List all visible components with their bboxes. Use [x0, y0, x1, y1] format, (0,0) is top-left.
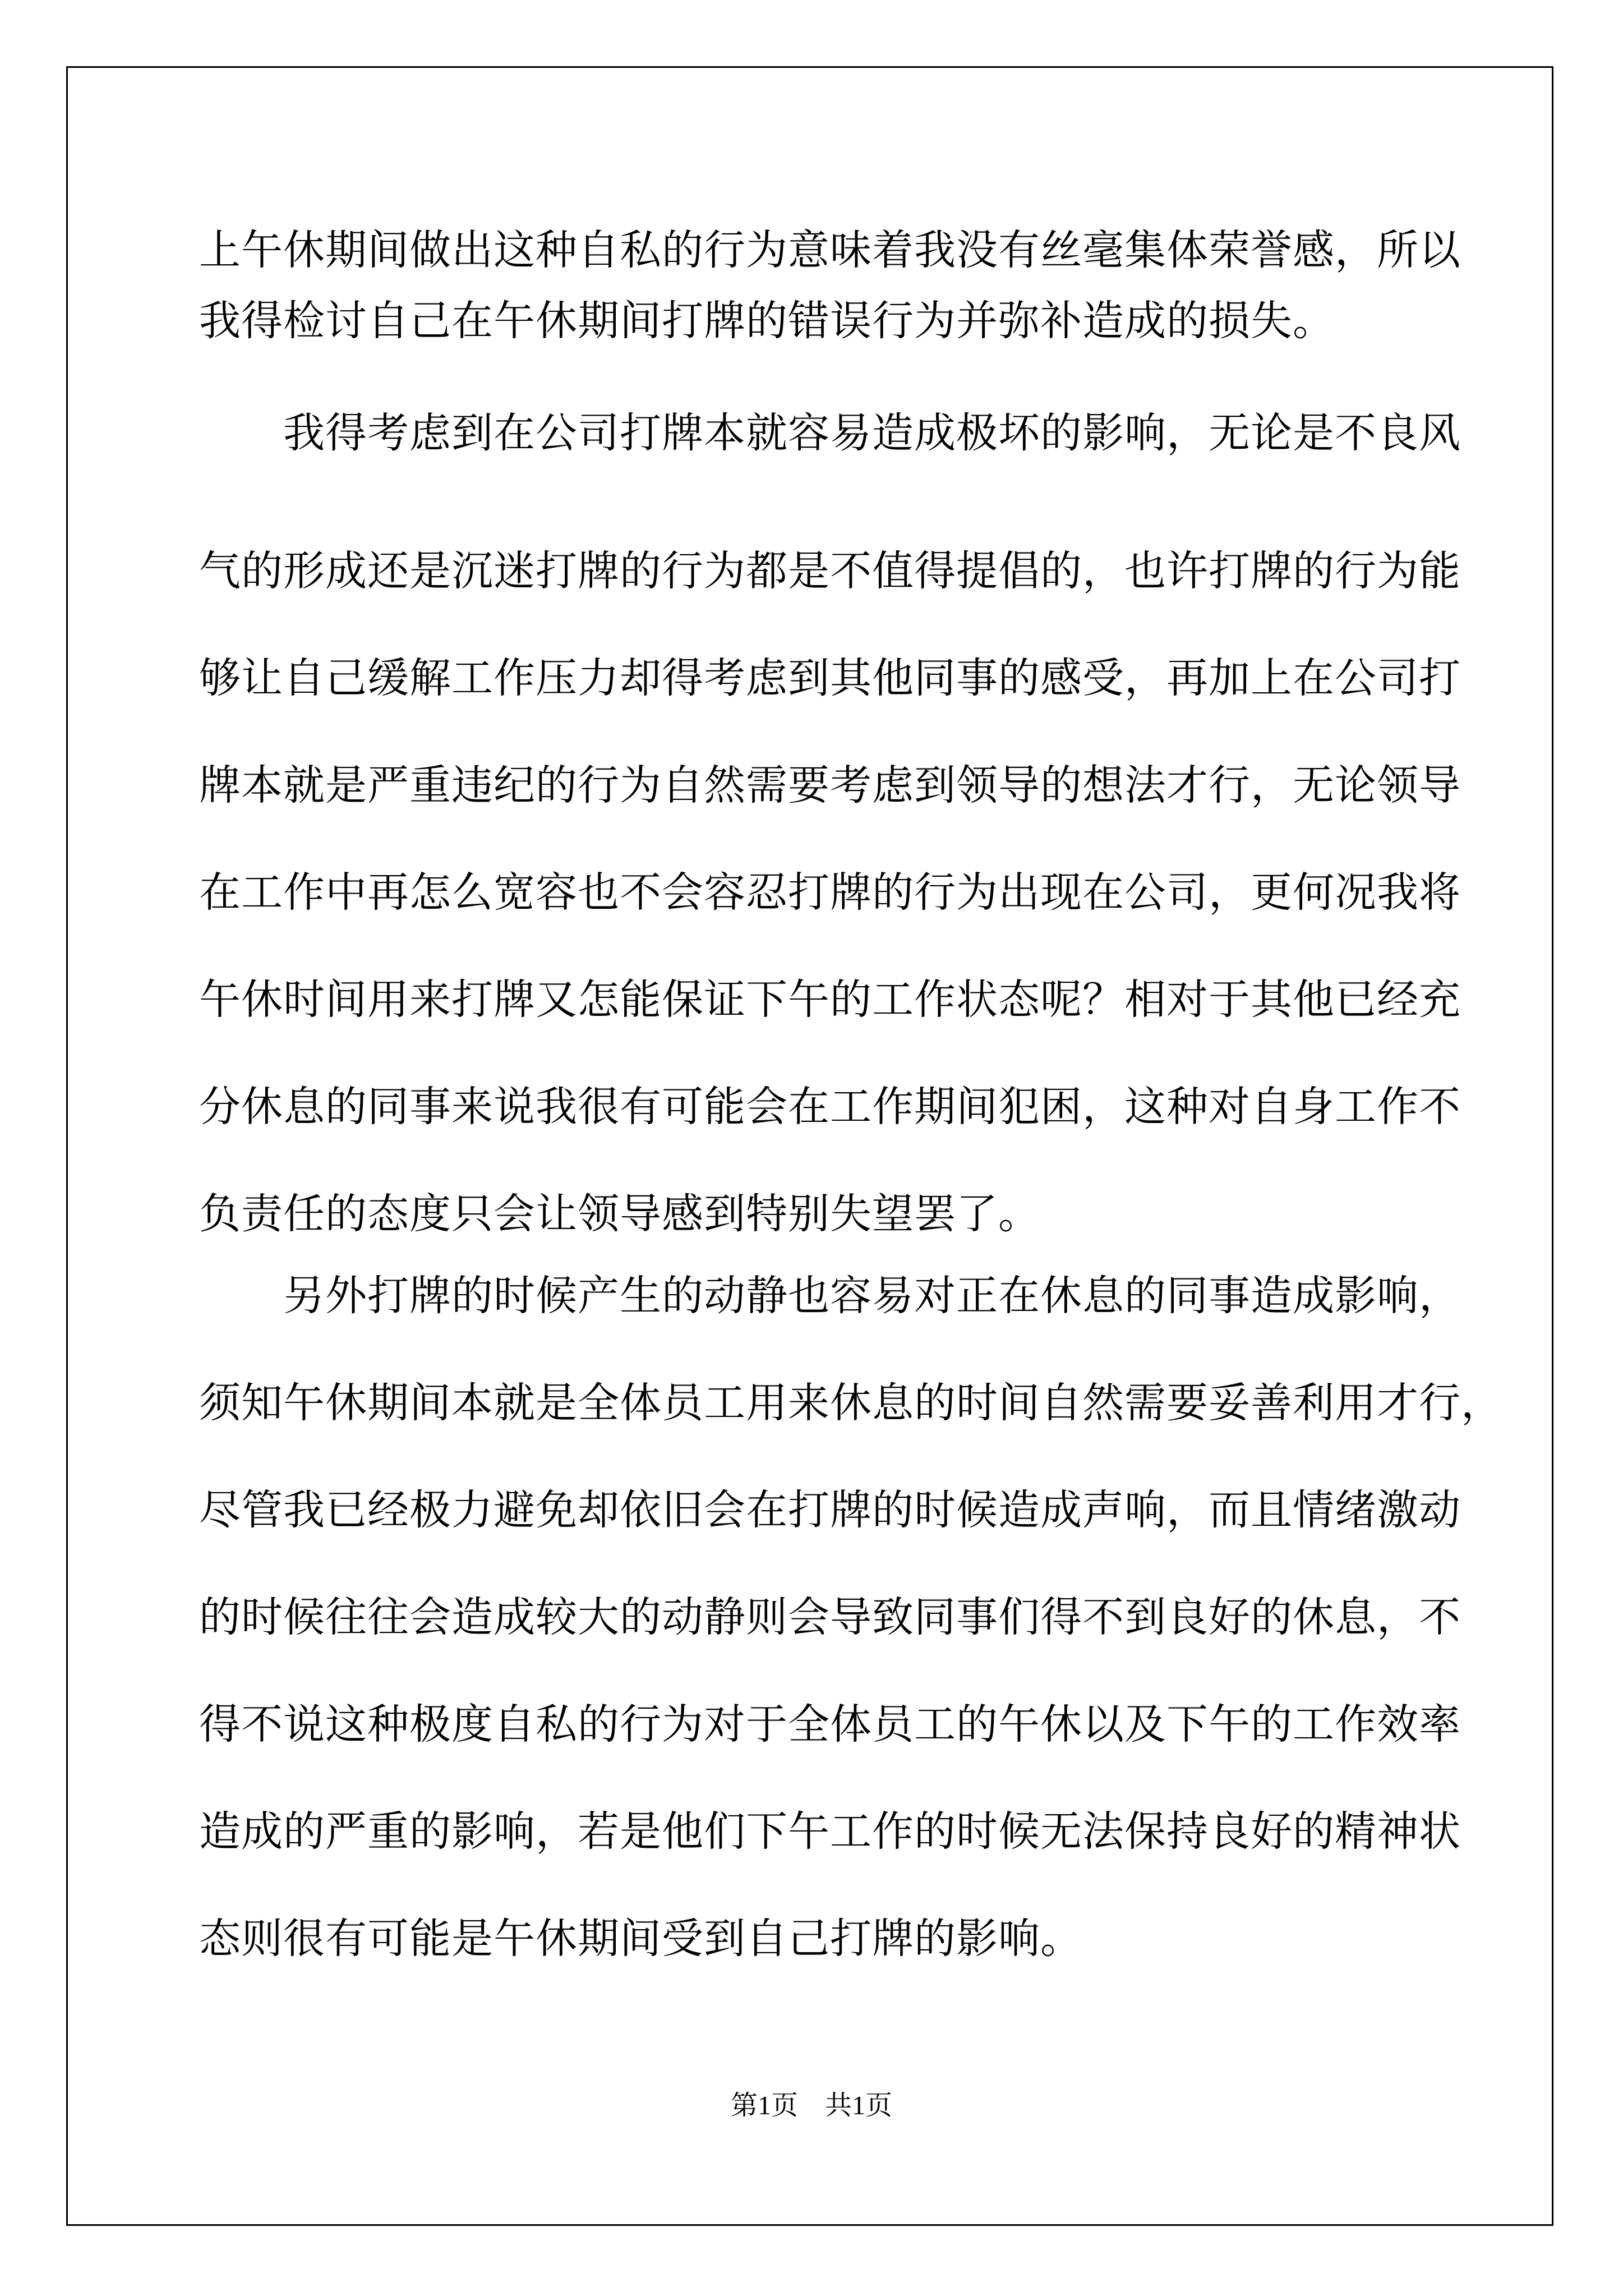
- text-line: 须知午休期间本就是全体员工用来休息的时间自然需要妥善利用才行，: [199, 1379, 1503, 1427]
- text-line: 我得检讨自己在午休期间打牌的错误行为并弥补造成的损失。: [199, 297, 1335, 345]
- text-line: 尽管我已经极力避免却依旧会在打牌的时候造成声响，而且情绪激动: [199, 1486, 1461, 1534]
- text-line: 气的形成还是沉迷打牌的行为都是不值得提倡的，也许打牌的行为能: [199, 547, 1461, 595]
- text-line: 负责任的态度只会让领导感到特别失望罢了。: [199, 1190, 1040, 1238]
- text-line: 的时候往往会造成较大的动静则会导致同事们得不到良好的休息，不: [199, 1593, 1461, 1641]
- text-line: 在工作中再怎么宽容也不会容忍打牌的行为出现在公司，更何况我将: [199, 868, 1461, 917]
- text-line: 我得考虑到在公司打牌本就容易造成极坏的影响，无论是不良风: [199, 409, 1461, 457]
- page-border: [66, 66, 1553, 2226]
- text-line: 分休息的同事来说我很有可能会在工作期间犯困，这种对自身工作不: [199, 1083, 1461, 1131]
- text-line: 上午休期间做出这种自私的行为意味着我没有丝毫集体荣誉感，所以: [199, 226, 1461, 274]
- text-line: 得不说这种极度自私的行为对于全体员工的午休以及下午的工作效率: [199, 1700, 1461, 1749]
- text-line: 午休时间用来打牌又怎能保证下午的工作状态呢？相对于其他已经充: [199, 976, 1461, 1024]
- text-line: 另外打牌的时候产生的动静也容易对正在休息的同事造成影响，: [199, 1272, 1461, 1320]
- text-line: 造成的严重的影响，若是他们下午工作的时候无法保持良好的精神状: [199, 1807, 1461, 1856]
- text-line: 够让自己缓解工作压力却得考虑到其他同事的感受，再加上在公司打: [199, 654, 1461, 702]
- text-line: 牌本就是严重违纪的行为自然需要考虑到领导的想法才行，无论领导: [199, 761, 1461, 809]
- text-line: 态则很有可能是午休期间受到自己打牌的影响。: [199, 1915, 1082, 1963]
- page-number-footer: 第1页 共1页: [730, 2091, 892, 2120]
